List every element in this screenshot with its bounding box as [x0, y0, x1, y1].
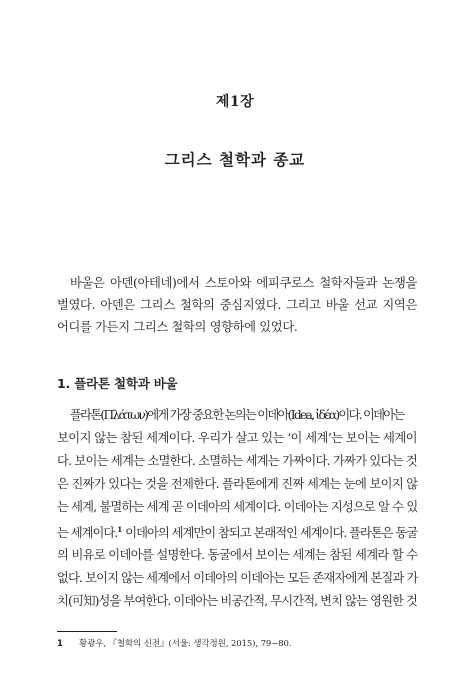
body-line-part: 이데아의 세계만이 참되고 본래적인 세계이다. 플라톤은 동굴	[125, 525, 418, 540]
footnote	[57, 637, 417, 649]
body-line: 없다. 보이지 않는 세계에서 이데아의 이데아는 모든 존재자에게 본질과 가	[57, 571, 418, 586]
section-heading: 1. 플라톤 철학과 바울	[57, 376, 178, 391]
footnote-number: 1	[57, 639, 63, 649]
body-line: 다. 보이는 세계는 소멸한다. 소멸하는 세계는 가짜이다. 가짜가 있다는 것	[57, 453, 417, 468]
body-line: 치(可知)성을 부여한다. 이데아는 비공간적, 무시간적, 변치 않는 영원한 것	[57, 594, 418, 609]
intro-paragraph: 바울은 아덴(아테네)에서 스토아와 에피쿠로스 철학자들과 논쟁을 벌였다. 아덴은 그리스 철학의 중심지였다. 그리고 바울 선교 지역은 어디를 가든지 그리스 철학의 영향하에 있었다.	[57, 276, 417, 334]
body-line: 은 진짜가 있다는 것을 전제한다. 플라톤에게 진짜 세계는 눈에 보이지 않	[57, 476, 418, 491]
chapter-title: 그리스 철학과 종교	[164, 150, 306, 169]
body-line	[57, 519, 417, 545]
chapter-label: 제1장	[215, 94, 255, 110]
footnote-divider	[57, 631, 117, 632]
footnote-text: 황광우, 『철학의 신전』(서울: 생각정원, 2015), 79~80.	[79, 639, 292, 649]
body-line: 보이지 않는 참된 세계이다. 우리가 살고 있는 ‘이 세계’는 보이는 세계이	[57, 430, 417, 445]
body-line: 는 세계, 불멸하는 세계 곧 이데아의 세계이다. 이데아는 지성으로 알 수 있	[57, 499, 418, 514]
body-line: 의 비유로 이데아를 설명한다. 동굴에서 보이는 세계는 참된 세계라 할 수	[57, 548, 418, 563]
body-line: 플라톤(Πλάτων)에게 가장 중요한 논의는 이데아(Idea, ἰδέα)이다. 이데아는	[70, 408, 404, 422]
body-line-part: 는 세계이다.	[57, 525, 118, 540]
footnote-reference[interactable]: 1	[117, 524, 123, 534]
body-paragraph	[57, 404, 417, 613]
